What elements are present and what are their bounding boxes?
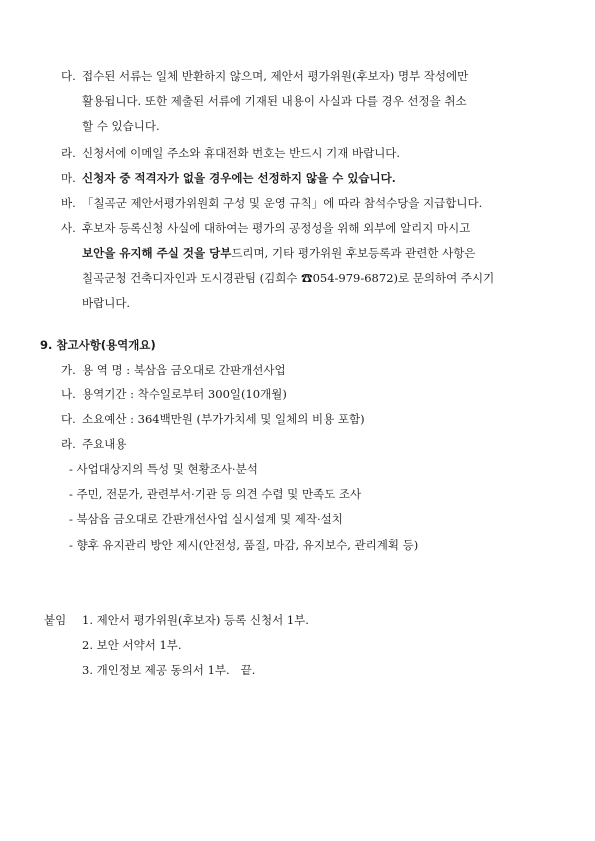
item-marker: 가.: [61, 363, 76, 377]
sub-item: - 주민, 전문가, 관련부서·기관 등 의견 수렴 및 만족도 조사: [69, 487, 362, 501]
item-ma-bold-text: 신청자 중 적격자가 없을 경우에는 선정하지 않을 수 있습니다.: [82, 171, 396, 185]
item-marker: 라.: [61, 146, 76, 160]
item-sa-line1: 후보자 등록신청 사실에 대하여는 평가의 공정성을 위해 외부에 알리지 마시고: [82, 221, 471, 235]
sub-item: - 북삼읍 금오대로 간판개선사업 실시설계 및 제작·설치: [69, 512, 343, 526]
overview-budget: 소요예산 : 364백만원 (부가가치세 및 일체의 비용 포함): [82, 412, 365, 426]
overview-name: 용 역 명 : 북삼읍 금오대로 간판개선사업: [82, 363, 286, 377]
item-ra-text: 신청서에 이메일 주소와 휴대전화 번호는 반드시 기재 바랍니다.: [82, 146, 401, 160]
attachments-label: 붙임: [44, 613, 67, 627]
overview-period: 용역기간 : 착수일로부터 300일(10개월): [82, 387, 287, 401]
item-marker: 다.: [61, 412, 76, 426]
sub-item: - 사업대상지의 특성 및 현황조사·분석: [69, 462, 258, 476]
item-marker: 사.: [61, 221, 76, 235]
item-sa-line2-rest: 드리며, 기타 평가위원 후보등록과 관련한 사항은: [231, 246, 476, 260]
item-marker: 라.: [61, 437, 76, 451]
item-sa-line4: 바랍니다.: [82, 296, 131, 310]
item-ba-text: 「칠곡군 제안서평가위원회 구성 및 운영 규칙」에 따라 참석수당을 지급합니다.: [82, 196, 483, 210]
item-marker: 나.: [61, 387, 76, 401]
item-marker: 바.: [61, 196, 76, 210]
item-sa-line3: 칠곡군청 건축디자인과 도시경관팀 (김희수 ☎054-979-6872)로 문의하여 주시기: [82, 271, 495, 285]
section-9-title: 9. 참고사항(용역개요): [40, 338, 156, 352]
item-marker: 마.: [61, 171, 76, 185]
item-da-line3: 할 수 있습니다.: [82, 119, 160, 133]
item-marker: 다.: [61, 69, 76, 83]
item-da-line1: 접수된 서류는 일체 반환하지 않으며, 제안서 평가위원(후보자) 명부 작성에만: [82, 69, 469, 83]
sub-item: - 향후 유지관리 방안 제시(안전성, 품질, 마감, 유지보수, 관리계획 등): [69, 538, 419, 552]
item-da-line2: 활용됩니다. 또한 제출된 서류에 기재된 내용이 사실과 다를 경우 선정을 취소: [82, 94, 467, 108]
attachment-item: 1. 제안서 평가위원(후보자) 등록 신청서 1부.: [82, 613, 309, 627]
item-sa-bold-text: 보안을 유지해 주실 것을 당부: [82, 246, 232, 260]
item-sa-line2: [82, 245, 475, 261]
overview-main-content: 주요내용: [82, 437, 127, 451]
attachment-item: 3. 개인정보 제공 동의서 1부. 끝.: [82, 663, 256, 677]
attachment-item: 2. 보안 서약서 1부.: [82, 638, 182, 652]
